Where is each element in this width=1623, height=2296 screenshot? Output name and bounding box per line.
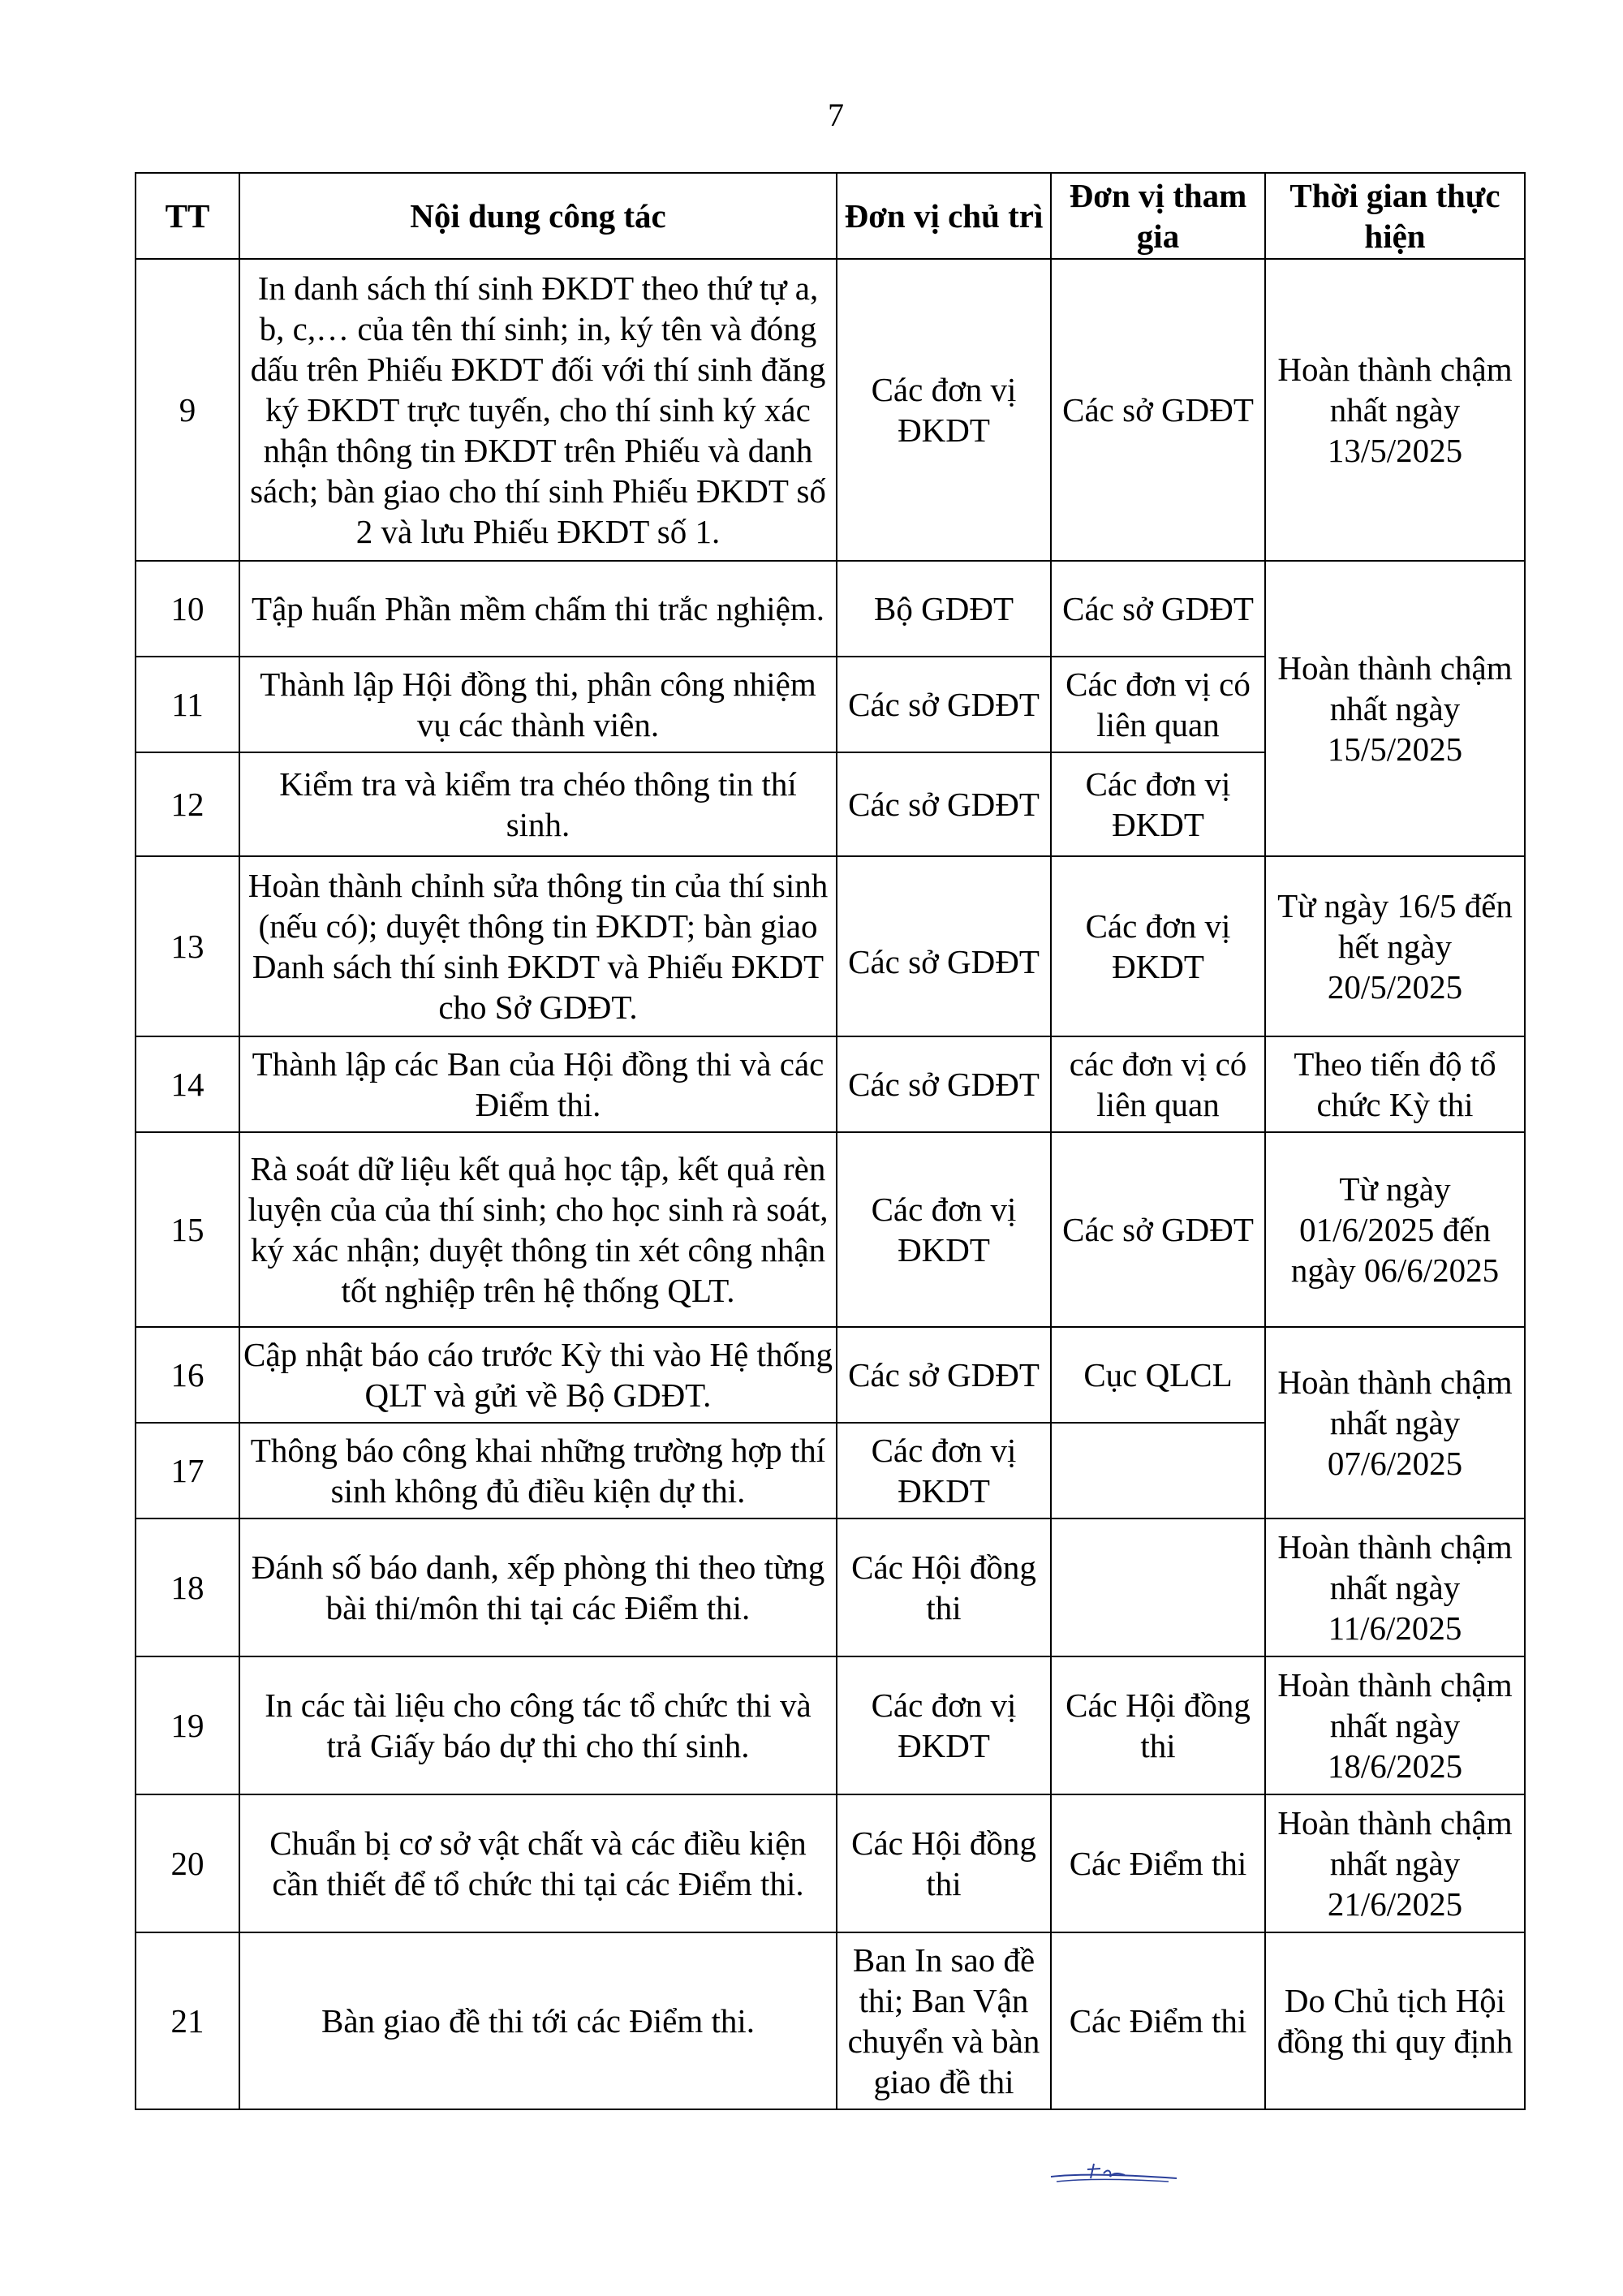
participating-unit: Các Hội đồng thi — [1051, 1656, 1265, 1794]
table-row — [136, 1932, 1525, 2109]
row-number: 12 — [136, 752, 239, 856]
task-content: Thông báo công khai những trường hợp thí sinh không đủ điều kiện dự thi. — [239, 1423, 837, 1518]
task-content: In danh sách thí sinh ĐKDT theo thứ tự a, b, c,… của tên thí sinh; in, ký tên và đóng dấu trên Phiếu ĐKDT đối với thí sinh đăng ký ĐKDT trực tuyến, cho thí sinh ký xác nhận thông tin ĐKDT trên Phiếu và danh sách; bàn giao cho thí sinh Phiếu ĐKDT số 2 và lưu Phiếu ĐKDT số 1. — [239, 259, 837, 561]
timeline: Hoàn thành chậm nhất ngày 13/5/2025 — [1265, 259, 1525, 561]
participating-unit: Các sở GDĐT — [1051, 259, 1265, 561]
table-row — [136, 1132, 1525, 1327]
lead-unit: Các sở GDĐT — [837, 1327, 1051, 1423]
header-participating-unit: Đơn vị tham gia — [1051, 173, 1265, 259]
participating-unit: Các sở GDĐT — [1051, 1132, 1265, 1327]
participating-unit: Các Điểm thi — [1051, 1932, 1265, 2109]
participating-unit: các đơn vị có liên quan — [1051, 1036, 1265, 1132]
header-content: Nội dung công tác — [239, 173, 837, 259]
participating-unit: Các đơn vị ĐKDT — [1051, 856, 1265, 1036]
timeline: Hoàn thành chậm nhất ngày 21/6/2025 — [1265, 1794, 1525, 1932]
work-schedule-table — [135, 172, 1526, 2110]
task-content: Chuẩn bị cơ sở vật chất và các điều kiện cần thiết để tổ chức thi tại các Điểm thi. — [239, 1794, 837, 1932]
header-lead-unit: Đơn vị chủ trì — [837, 173, 1051, 259]
task-content: Bàn giao đề thi tới các Điểm thi. — [239, 1932, 837, 2109]
timeline: Hoàn thành chậm nhất ngày 15/5/2025 — [1265, 561, 1525, 856]
participating-unit — [1051, 1423, 1265, 1518]
lead-unit: Các Hội đồng thi — [837, 1794, 1051, 1932]
participating-unit: Các đơn vị ĐKDT — [1051, 752, 1265, 856]
row-number: 19 — [136, 1656, 239, 1794]
row-number: 17 — [136, 1423, 239, 1518]
table-row — [136, 1327, 1525, 1423]
row-number: 14 — [136, 1036, 239, 1132]
table-row — [136, 1794, 1525, 1932]
table-row — [136, 259, 1525, 561]
table-row — [136, 856, 1525, 1036]
lead-unit: Bộ GDĐT — [837, 561, 1051, 657]
row-number: 10 — [136, 561, 239, 657]
lead-unit: Các sở GDĐT — [837, 1036, 1051, 1132]
table-row — [136, 1518, 1525, 1656]
table-row — [136, 561, 1525, 657]
lead-unit: Các đơn vị ĐKDT — [837, 1132, 1051, 1327]
initials-signature-icon — [1047, 2159, 1185, 2191]
participating-unit: Các sở GDĐT — [1051, 561, 1265, 657]
participating-unit: Các đơn vị có liên quan — [1051, 657, 1265, 752]
header-tt: TT — [136, 173, 239, 259]
participating-unit: Cục QLCL — [1051, 1327, 1265, 1423]
row-number: 11 — [136, 657, 239, 752]
task-content: Thành lập Hội đồng thi, phân công nhiệm vụ các thành viên. — [239, 657, 837, 752]
task-content: Tập huấn Phần mềm chấm thi trắc nghiệm. — [239, 561, 837, 657]
timeline: Hoàn thành chậm nhất ngày 11/6/2025 — [1265, 1518, 1525, 1656]
task-content: In các tài liệu cho công tác tổ chức thi và trả Giấy báo dự thi cho thí sinh. — [239, 1656, 837, 1794]
row-number: 20 — [136, 1794, 239, 1932]
timeline: Do Chủ tịch Hội đồng thi quy định — [1265, 1932, 1525, 2109]
table-header-row — [136, 173, 1525, 259]
timeline: Theo tiến độ tổ chức Kỳ thi — [1265, 1036, 1525, 1132]
task-content: Thành lập các Ban của Hội đồng thi và các Điểm thi. — [239, 1036, 837, 1132]
task-content: Kiểm tra và kiểm tra chéo thông tin thí sinh. — [239, 752, 837, 856]
table-row — [136, 1656, 1525, 1794]
row-number: 15 — [136, 1132, 239, 1327]
timeline: Từ ngày 16/5 đến hết ngày 20/5/2025 — [1265, 856, 1525, 1036]
participating-unit: Các Điểm thi — [1051, 1794, 1265, 1932]
task-content: Cập nhật báo cáo trước Kỳ thi vào Hệ thống QLT và gửi về Bộ GDĐT. — [239, 1327, 837, 1423]
lead-unit: Các Hội đồng thi — [837, 1518, 1051, 1656]
lead-unit: Các sở GDĐT — [837, 856, 1051, 1036]
task-content: Hoàn thành chỉnh sửa thông tin của thí sinh (nếu có); duyệt thông tin ĐKDT; bàn giao Danh sách thí sinh ĐKDT và Phiếu ĐKDT cho Sở GDĐT. — [239, 856, 837, 1036]
header-timeline: Thời gian thực hiện — [1265, 173, 1525, 259]
task-content: Rà soát dữ liệu kết quả học tập, kết quả rèn luyện của của thí sinh; cho học sinh rà soát, ký xác nhận; duyệt thông tin xét công nhận tốt nghiệp trên hệ thống QLT. — [239, 1132, 837, 1327]
timeline: Hoàn thành chậm nhất ngày 07/6/2025 — [1265, 1327, 1525, 1518]
row-number: 13 — [136, 856, 239, 1036]
participating-unit — [1051, 1518, 1265, 1656]
lead-unit: Các đơn vị ĐKDT — [837, 1656, 1051, 1794]
row-number: 21 — [136, 1932, 239, 2109]
page-number: 7 — [828, 97, 844, 133]
row-number: 18 — [136, 1518, 239, 1656]
task-content: Đánh số báo danh, xếp phòng thi theo từng bài thi/môn thi tại các Điểm thi. — [239, 1518, 837, 1656]
lead-unit: Các sở GDĐT — [837, 752, 1051, 856]
lead-unit: Các sở GDĐT — [837, 657, 1051, 752]
lead-unit: Các đơn vị ĐKDT — [837, 259, 1051, 561]
lead-unit: Các đơn vị ĐKDT — [837, 1423, 1051, 1518]
row-number: 9 — [136, 259, 239, 561]
table-row — [136, 1036, 1525, 1132]
timeline: Từ ngày 01/6/2025 đến ngày 06/6/2025 — [1265, 1132, 1525, 1327]
timeline: Hoàn thành chậm nhất ngày 18/6/2025 — [1265, 1656, 1525, 1794]
row-number: 16 — [136, 1327, 239, 1423]
lead-unit: Ban In sao đề thi; Ban Vận chuyển và bàn giao đề thi — [837, 1932, 1051, 2109]
